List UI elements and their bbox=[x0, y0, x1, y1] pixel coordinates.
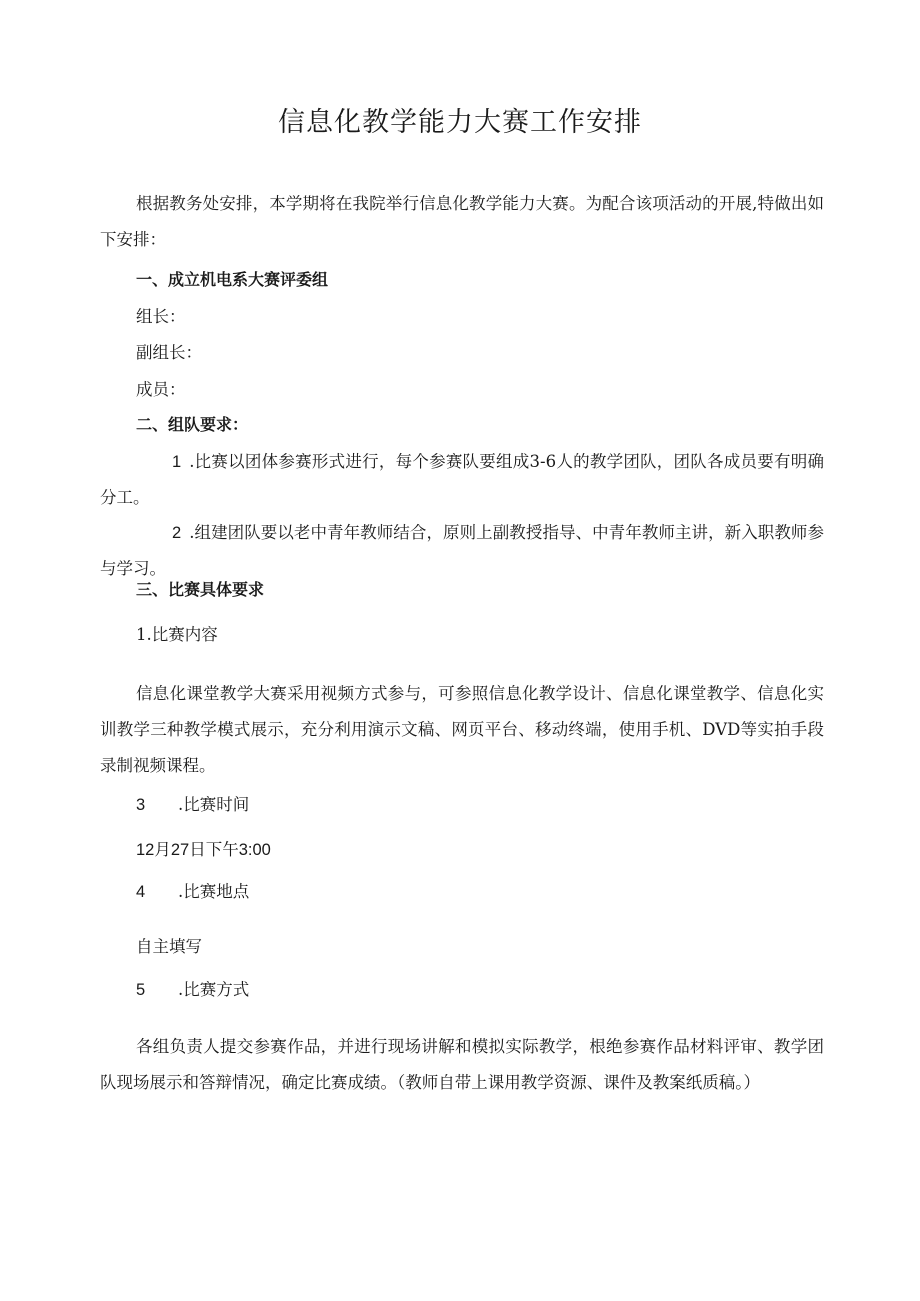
vice-leader-label: 副组长： bbox=[136, 343, 202, 362]
method-paragraph: 各组负责人提交参赛作品，并进行现场讲解和模拟实际教学，根绝参赛作品材料评审、教学团队现场展示和答辩情况，确定比赛成绩。（教师自带上课用教学资源、课件及教案纸质稿。） bbox=[100, 1037, 824, 1092]
time-number: 3 bbox=[136, 796, 146, 814]
item1-text: .比赛以团体参赛形式进行，每个参赛队要组成3-6人的教学团队，团队各成员要有明确分工。 bbox=[100, 452, 824, 507]
method-heading bbox=[136, 978, 249, 1002]
document-title: 信息化教学能力大赛工作安排 bbox=[278, 107, 642, 138]
time-heading bbox=[136, 793, 249, 817]
place-value: 自主填写 bbox=[136, 937, 202, 956]
place-number: 4 bbox=[136, 883, 146, 901]
leader-label: 组长： bbox=[136, 307, 186, 326]
method-label: .比赛方式 bbox=[178, 980, 250, 999]
time-label: .比赛时间 bbox=[178, 795, 250, 814]
content-heading: 1.比赛内容 bbox=[136, 625, 218, 644]
section2-item2 bbox=[100, 515, 824, 587]
item2-text: .组建团队要以老中青年教师结合，原则上副教授指导、中青年教师主讲，新入职教师参与学习。 bbox=[100, 523, 824, 578]
section2-item1 bbox=[100, 444, 824, 516]
item2-number: 2 bbox=[172, 524, 182, 542]
place-label: .比赛地点 bbox=[178, 882, 250, 901]
place-heading bbox=[136, 880, 249, 904]
method-number: 5 bbox=[136, 981, 146, 999]
item1-number: 1 bbox=[172, 453, 182, 471]
section3-heading: 三、比赛具体要求 bbox=[136, 580, 265, 599]
members-label: 成员： bbox=[136, 380, 186, 399]
section1-heading: 一、成立机电系大赛评委组 bbox=[136, 270, 329, 289]
content-paragraph: 信息化课堂教学大赛采用视频方式参与，可参照信息化教学设计、信息化课堂教学、信息化实训教学三种教学模式展示，充分利用演示文稿、网页平台、移动终端，使用手机、DVD等实拍手段录制视频课程。 bbox=[100, 684, 824, 775]
intro-paragraph: 根据教务处安排，本学期将在我院举行信息化教学能力大赛。为配合该项活动的开展,特做出如下安排： bbox=[100, 194, 824, 249]
section2-heading: 二、组队要求： bbox=[136, 415, 249, 434]
time-value: 12月27日下午3:00 bbox=[136, 841, 271, 859]
